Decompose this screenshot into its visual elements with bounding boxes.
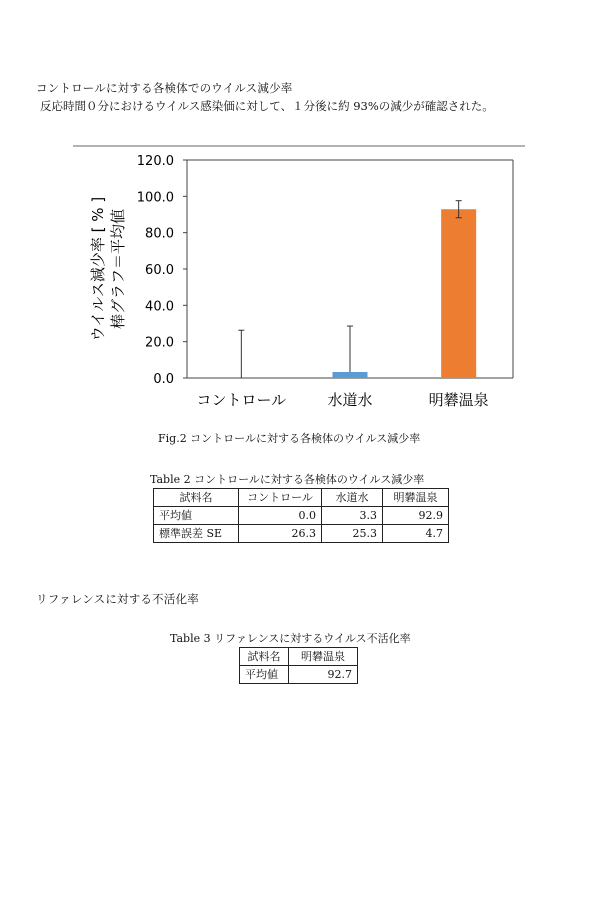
table2-cell: 92.9 [383,507,449,525]
table3-cell: 92.7 [289,666,358,684]
table-row [154,507,449,525]
y-tick-label: 40.0 [145,299,174,315]
table3-header-cell: 試料名 [240,648,289,666]
table2-cell: 4.7 [383,525,449,543]
y-tick-labels [137,154,187,387]
table2-header-cell: 水道水 [322,489,383,507]
table2-row-label: 標準誤差 SE [154,525,239,543]
table3-row-label: 平均値 [240,666,289,684]
table2-caption: Table 2 コントロールに対する各検体のウイルス減少率 [150,473,425,486]
table2-header-cell: 試料名 [154,489,239,507]
section2-heading: リファレンスに対する不活化率 [36,592,199,606]
table-row [240,666,358,684]
x-tick-label: 水道水 [327,391,373,409]
y-tick-label: 20.0 [145,335,174,351]
x-tick-labels [196,391,488,409]
y-tick-label: 60.0 [145,263,174,278]
y-tick-label: 0.0 [153,372,174,387]
bar-chart [0,140,615,420]
figure-caption: Fig.2 コントロールに対する各検体のウイルス減少率 [158,432,421,445]
y-tick-label: 120.0 [136,154,174,169]
y-axis-label: ウイルス減少率 [ % ] [89,196,107,342]
table3-caption: Table 3 リファレンスに対するウイルス不活化率 [170,632,411,645]
table2-cell: 26.3 [239,525,322,543]
table2-header-cell: 明礬温泉 [383,489,449,507]
section1-heading: コントロールに対する各検体でのウイルス減少率 [36,81,293,95]
table2-cell: 3.3 [322,507,383,525]
table3-header-row [240,648,358,666]
bar [441,209,476,378]
table2 [153,488,449,543]
table3-header-cell: 明礬温泉 [289,648,358,666]
y-tick-label: 80.0 [145,226,174,242]
bars [333,209,477,378]
table2-header-row [154,489,449,507]
table2-row-label: 平均値 [154,507,239,525]
x-tick-label: コントロール [196,391,287,409]
table-row [154,525,449,543]
y-tick-label: 100.0 [136,190,174,206]
table2-cell: 25.3 [322,525,383,543]
y-axis-sublabel: 棒グラフ＝平均値 [109,208,127,330]
x-tick-label: 明礬温泉 [428,391,489,409]
section1-summary: 反応時間０分におけるウイルス感染価に対して、１分後に約 93%の減少が確認された。 [40,99,494,113]
error-bars [238,201,461,378]
table3 [239,647,358,684]
table2-header-cell: コントロール [239,489,322,507]
bar [333,372,368,378]
table2-cell: 0.0 [239,507,322,525]
